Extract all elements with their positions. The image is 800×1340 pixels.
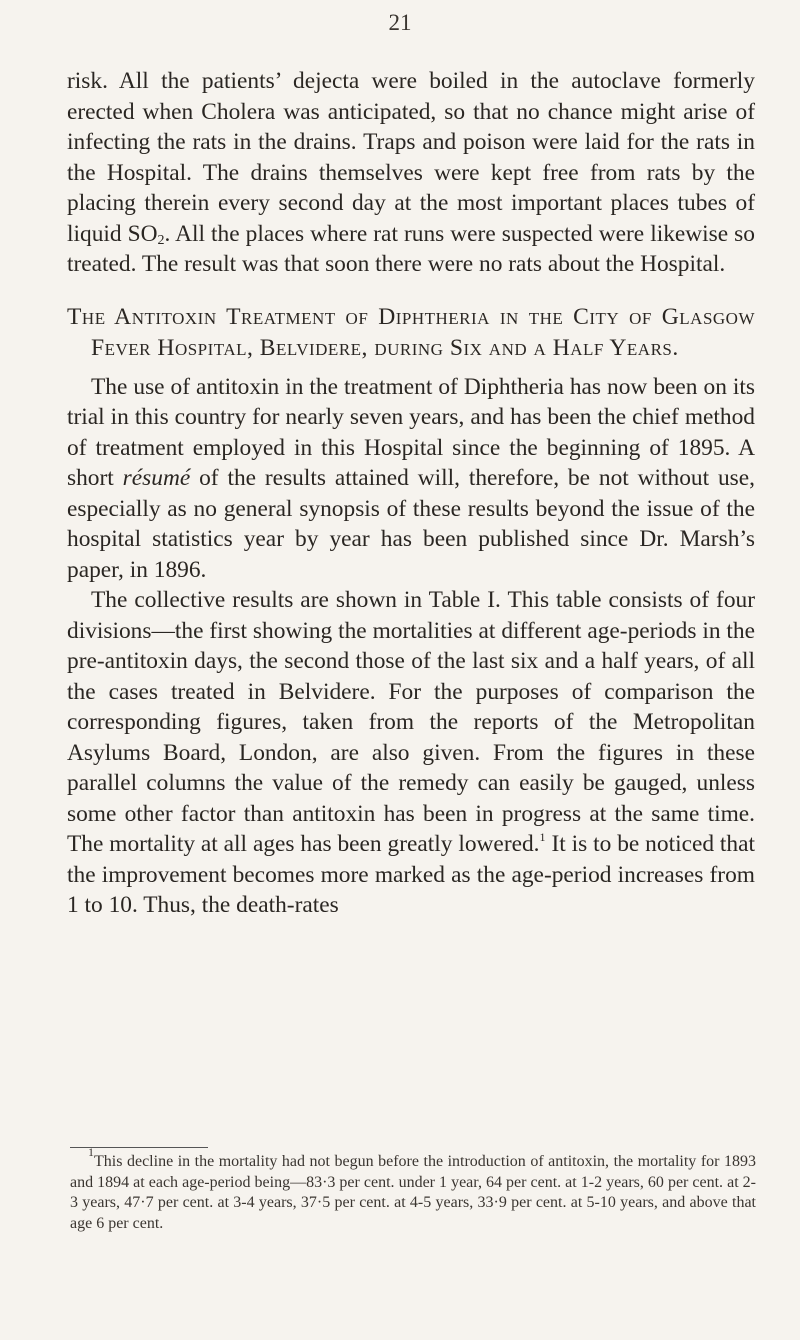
paragraph-collective-results [67, 585, 755, 921]
footnote-mark: 1 [88, 1145, 94, 1159]
paragraph-1-text-b: . All the places where rat runs were suspected were likewise so treated. The result was that soon there were no rats about the Hospital. [67, 220, 755, 277]
footnote [70, 1145, 756, 1234]
paragraph-2-text-a: The use of antitoxin in the treatment of Diphtheria has now been on its trial in this country for nearly seven years, and has been the chief method of treatment employed in this Hospital since the beginning of 1895. A short [67, 373, 755, 491]
footnote-text: This decline in the mortality had not begun before the introduction of antitoxin, the mortality for 1893 and 1894 at each age-period being—83·3 per cent. under 1 year, 64 per cent. at 1-2 years, 60 per cent. at 2-3 years, 47·7 per cent. at 3-4 years, 37·5 per cent. at 4-5 years, 33·9 per cent. at 5-10 years, and above that age 6 per cent. [70, 1153, 756, 1232]
heading-line-1: The Antitoxin Treatment of Diphtheria in the City of Glasgow Fever Hospital, Belvidere, [67, 303, 755, 361]
section-heading [67, 302, 755, 364]
subscript-two: 2 [157, 232, 165, 248]
paragraph-antitoxin-intro [67, 372, 755, 586]
heading-line-2: during Six and a Half Years. [374, 334, 679, 361]
paragraph-3-text-a: The collective results are shown in Table I. This table consists of four divisions—the first showing the mortalities at different age-periods in the pre-antitoxin days, the second those of the last six and a half years, of all the cases treated in Belvidere. For the purposes of comparison the corresponding figures, taken from the reports of the Metropolitan Asylums Board, London, are also given. From the figures in these parallel columns the value of the remedy can easily be gauged, unless some other factor than antitoxin has been in progress at the same time. The mortality at all ages has been greatly lowered. [67, 587, 755, 857]
italic-resume: résumé [122, 465, 191, 491]
page-number: 21 [388, 10, 412, 35]
paragraph-2-text-b: of the results attained will, therefore, be not without use, especially as no general synopsis of these results beyond the issue of the hospital statistics year by year has been published since Dr. Marsh’s paper, in 1896. [67, 465, 755, 583]
paragraph-3-text-b: It is to be noticed that the improvement becomes more marked as the age-period increases from 1 to 10. Thus, the death-rates [67, 831, 755, 918]
paragraph-rat-control [67, 66, 755, 280]
footnote-reference: 1 [539, 830, 546, 844]
paragraph-1-text-a: risk. All the patients’ dejecta were boiled in the autoclave formerly erected when Cholera was anticipated, so that no chance might arise of infecting the rats in the drains. Traps and poison were laid for the rats in the Hospital. The drains themselves were kept free from rats by the placing therein every second day at the most important places tubes of liquid SO [67, 68, 755, 247]
body-text [67, 66, 755, 921]
